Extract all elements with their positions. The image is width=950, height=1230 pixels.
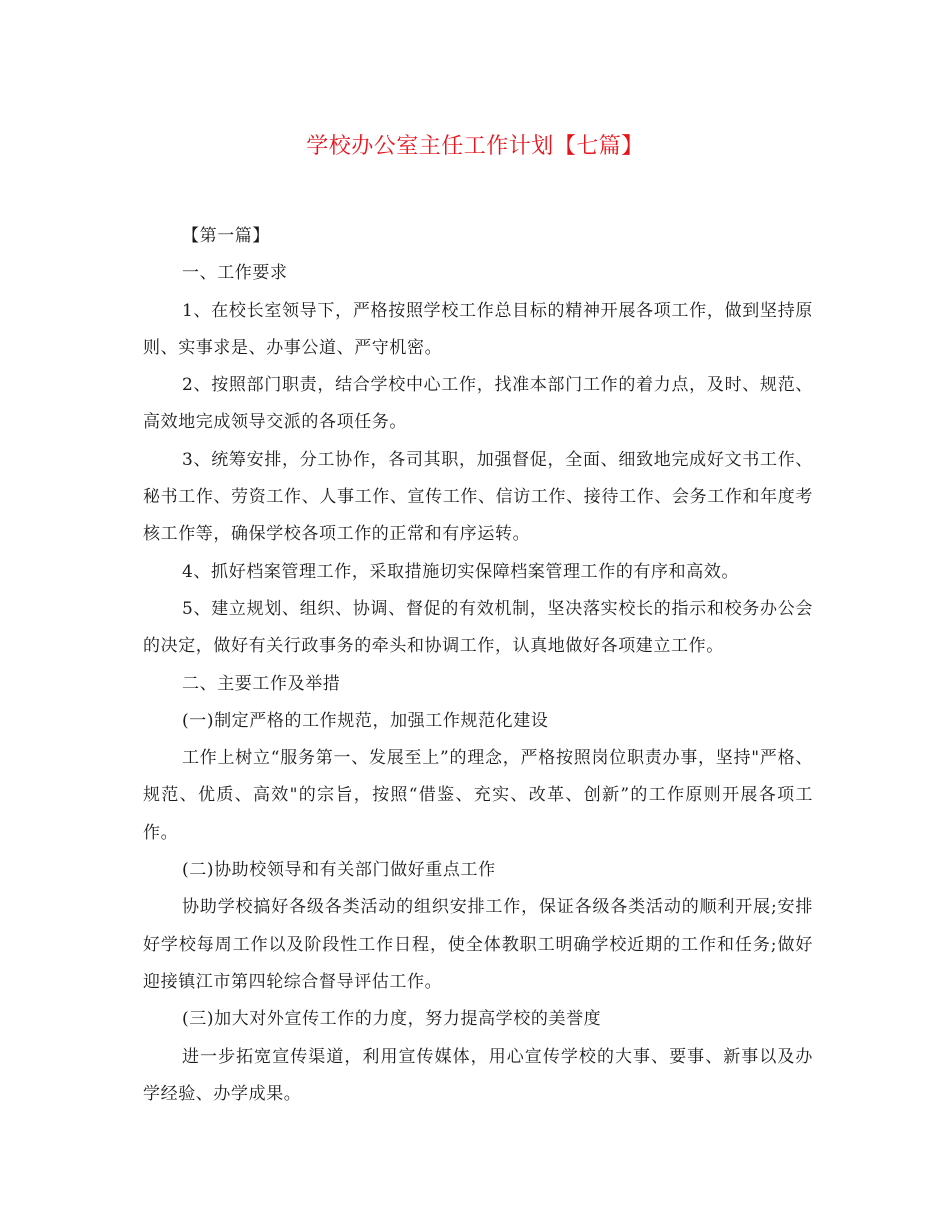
subheading-1: (一)制定严格的工作规范，加强工作规范化建设 (182, 710, 549, 731)
subheading-2: (二)协助校领导和有关部门做好重点工作 (182, 860, 496, 881)
requirement-item-2: 2、按照部门职责，结合学校中心工作，找准本部门工作的着力点，及时、规范、高效地完成领导交派的各项任务。 (143, 375, 813, 433)
body-paragraph-2: 协助学校搞好各级各类活动的组织安排工作，保证各级各类活动的顺利开展;安排好学校每周工作以及阶段性工作日程，使全体教职工明确学校近期的工作和任务;做好迎接镇江市第四轮综合督导评估工作。 (143, 897, 813, 992)
document-title: 学校办公室主任工作计划【七篇】 (306, 134, 644, 159)
body-paragraph-3: 进一步拓宽宣传渠道，利用宣传媒体，用心宣传学校的大事、要事、新事以及办学经验、办学成果。 (143, 1046, 813, 1104)
requirement-item-4: 4、抓好档案管理工作，采取措施切实保障档案管理工作的有序和高效。 (182, 561, 740, 582)
subheading-3: (三)加大对外宣传工作的力度，努力提高学校的美誉度 (182, 1009, 602, 1030)
heading-work-requirements: 一、工作要求 (182, 263, 288, 284)
heading-main-work-measures: 二、主要工作及举措 (182, 673, 341, 694)
section-heading-part-one: 【第一篇】 (182, 226, 270, 246)
requirement-item-1: 1、在校长室领导下，严格按照学校工作总目标的精神开展各项工作，做到坚持原则、实事求是、办事公道、严守机密。 (143, 300, 813, 358)
body-paragraph-1: 工作上树立“服务第一、发展至上”的理念，严格按照岗位职责办事，坚持"严格、规范、优质、高效"的宗旨，按照“借鉴、充实、改革、创新”的工作原则开展各项工作。 (143, 748, 813, 843)
requirement-item-5: 5、建立规划、组织、协调、督促的有效机制，坚决落实校长的指示和校务办公会的决定，做好有关行政事务的牵头和协调工作，认真地做好各项建立工作。 (143, 598, 813, 657)
document-body (143, 218, 813, 1113)
requirement-item-3: 3、统筹安排，分工协作，各司其职，加强督促，全面、细致地完成好文书工作、秘书工作、劳资工作、人事工作、宣传工作、信访工作、接待工作、会务工作和年度考核工作等，确保学校各项工作的正常和有序运转。 (143, 449, 813, 545)
